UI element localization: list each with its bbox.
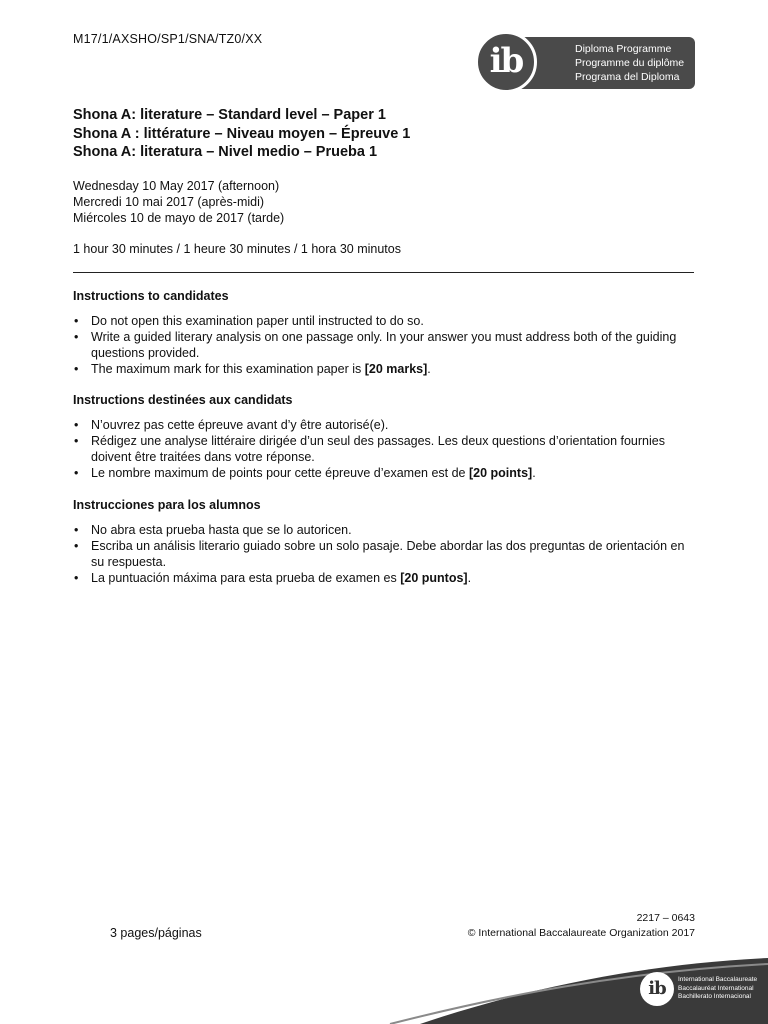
logo-line-fr: Programme du diplôme [575,57,685,69]
exam-dates [73,178,284,226]
ib-logo-icon [475,31,537,93]
ib-name-fr: Baccalauréat International [678,984,754,992]
list-item: • Write a guided literary analysis on one passage only. In your answer you must address both of the guiding questions provided. [73,329,698,361]
list-item: • Escriba un análisis literario guiado sobre un solo pasaje. Debe abordar las dos preguntas de orientación en su respuesta. [73,538,698,570]
max-mark-value: [20 puntos] [400,571,468,585]
title-es: Shona A: literatura – Nivel medio – Prueba 1 [73,144,378,160]
max-mark-text: The maximum mark for this examination paper is [91,362,365,376]
header-divider [73,272,694,273]
logo-line-es: Programa del Diploma [575,71,680,83]
instructions-es [73,497,698,586]
max-mark-suffix: . [532,466,536,480]
title-en: Shona A: literature – Standard level – Paper 1 [73,107,386,123]
date-es: Miércoles 10 de mayo de 2017 (tarde) [73,211,285,225]
list-item: • Rédigez une analyse littéraire dirigée d’un seul des passages. Les deux questions d’orientation fournies doivent être traitées dans votre réponse. [73,433,698,465]
paper-code: M17/1/AXSHO/SP1/SNA/TZ0/XX [73,32,263,46]
max-mark-value: [20 points] [469,466,533,480]
page-count: 3 pages/páginas [110,926,202,940]
date-en: Wednesday 10 May 2017 (afternoon) [73,179,280,193]
instructions-fr [73,392,698,481]
list-item [73,361,698,377]
ib-organization-logo [640,972,762,1008]
ib-logo-glyph: ib [489,41,523,81]
instructions-en-heading: Instructions to candidates [73,289,229,303]
exam-reference-code: 2217 – 0643 [636,912,695,924]
instructions-en-list [73,313,698,377]
ib-diploma-logo [475,35,695,91]
instructions-es-heading: Instrucciones para los alumnos [73,498,261,512]
exam-titles [73,106,410,162]
logo-text [575,42,684,84]
list-item: • N’ouvrez pas cette épreuve avant d’y être autorisé(e). [73,417,698,433]
max-mark-value: [20 marks] [364,362,428,376]
date-fr: Mercredi 10 mai 2017 (après-midi) [73,195,265,209]
list-item: • No abra esta prueba hasta que se lo autoricen. [73,522,698,538]
max-mark-suffix: . [427,362,431,376]
list-item [73,570,698,586]
instructions-fr-heading: Instructions destinées aux candidats [73,393,293,407]
ib-small-logo-text [678,976,757,1002]
max-mark-text: La puntuación máxima para esta prueba de examen es [91,571,401,585]
title-fr: Shona A : littérature – Niveau moyen – Épreuve 1 [73,125,411,142]
ib-small-logo-icon: ib [640,972,674,1006]
max-mark-text: Le nombre maximum de points pour cette épreuve d’examen est de [91,466,469,480]
copyright: © International Baccalaureate Organization 2017 [467,927,695,939]
instructions-es-list [73,522,698,586]
list-item [73,465,698,481]
instructions-fr-list [73,417,698,481]
ib-name-en: International Baccalaureate [678,976,758,983]
exam-duration: 1 hour 30 minutes / 1 heure 30 minutes / 1 hora 30 minutos [73,242,401,256]
ib-name-es: Bachillerato Internacional [678,993,751,1000]
max-mark-suffix: . [467,571,472,585]
logo-line-en: Diploma Programme [575,43,672,55]
instructions-en [73,288,698,377]
list-item: • Do not open this examination paper until instructed to do so. [73,313,698,329]
